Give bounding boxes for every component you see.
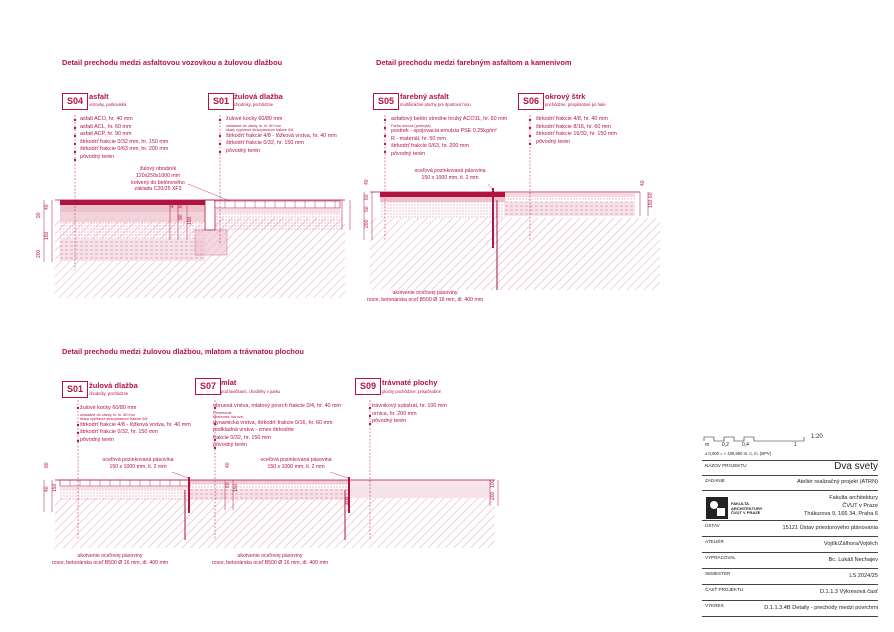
material-sub-s07: pod lavičkami, chodníky v parku	[221, 389, 281, 394]
dimension-label: 50	[364, 206, 370, 212]
material-badge-s01: S01	[208, 93, 234, 110]
scale-label-m: m	[705, 442, 710, 448]
anchor-note-d3b: ukotvenie oceľovej pásoviny roxor, betonárska oceľ B500 Ø 16 mm, dl. 400 mm	[211, 553, 329, 566]
gravel-0-32	[60, 222, 205, 239]
scale-label-02: 0,2	[722, 442, 729, 448]
granite-cobbles	[215, 201, 340, 208]
faculty-logo-mark	[706, 497, 728, 519]
drawing-label: VÝKRES	[705, 603, 724, 608]
color-asphalt	[380, 192, 505, 197]
detail-3-title: Detail prechodu medzi žulovou dlažbou, mlatom a trávnatou plochou	[62, 347, 304, 356]
detail-1-title: Detail prechodu medzi asfaltovou vozovkou a žulovou dlažbou	[62, 58, 283, 67]
dimension-label: 40	[364, 179, 370, 185]
layers-s01: žulové kocky 60/80 mm ukladané do väzby m. hr. 80 mm škáry vyplnené štrkopieskom frakcie 0/8 štrkodrť frakcie 4/8 - lôžková vrstva, hr. 40 mm štrkodrť frakcie 0/32, hr. 150 mm pôvodný terén	[226, 116, 337, 154]
material-sub-s01: chodníky, pochôdzne	[234, 102, 274, 107]
material-name-s05: farebný asfalt	[400, 92, 449, 101]
layers-s07: obrusná vrstva, mlatový povrch frakcie 0/4, hr. 40 mm Penetrovať farebnosť: okrová dynamická vrstva, štrkodrť frakcie 0/16, hr. 60 mm podkladná vrstva - zmes štrkodrte frakcie 0/32, hr. 150 mm pôvodný terén	[213, 403, 341, 449]
gravel-0-63-dash	[60, 239, 205, 261]
material-sub-s05: multifunkčné plochy pre športovú hrou	[400, 102, 471, 107]
drawing-value: D.1.1.3.4B Detaily - prechody medzi povrchmi	[764, 605, 878, 611]
material-sub-s01-d3: chodníky, pochôdzne	[89, 391, 129, 396]
strip-note-d2: oceľová pozinkovaná pásovina 150 x 1000 mm, tl. 2 mm	[414, 168, 486, 181]
bedding-4-8	[215, 208, 340, 213]
material-badge-s01-d3: S01	[62, 381, 88, 398]
scale-ratio: 1:20	[811, 434, 823, 440]
author-value: Bc. Lukáš Nechajev	[828, 557, 878, 563]
curb-note: žulový obrubník 120x250x1000 mm kotvený do betónového základu C20/25 XF3	[131, 166, 185, 193]
scale-label-04: 0,4	[742, 442, 749, 448]
dimension-label: 400	[345, 496, 351, 505]
anchor-note-d3a: ukotvenie oceľovej pásoviny roxor, betonárska oceľ B500 Ø 16 mm, dl. 400 mm	[51, 553, 169, 566]
strip-note-d3b: oceľová pozinkovaná pásovina 150 x 1000 mm, tl. 2 mm	[260, 457, 332, 470]
curb	[205, 200, 215, 230]
dimension-label: 40	[44, 486, 50, 492]
detail-2-title: Detail prechodu medzi farebným asfaltom a kamenivom	[376, 58, 572, 67]
material-sub-s06: pochôdzne, prispôsobné po hale	[545, 102, 606, 107]
curb-foundation	[195, 230, 227, 255]
steel-strip	[492, 188, 494, 248]
dimension-label: 150	[52, 483, 58, 492]
elevation-note: ± 0,000 = + 436,650 m. n. m. (BPV)	[705, 451, 772, 456]
material-name-s06: okrový štrk	[545, 92, 586, 101]
material-name-s07: mlat	[221, 378, 237, 387]
dimension-label: 200	[490, 491, 496, 500]
mlat-surface	[190, 480, 350, 484]
material-name-s01: žulová dlažba	[234, 92, 283, 101]
material-badge-s07: S07	[195, 378, 221, 395]
faculty-address: Fakulta architektury ČVUT v Praze Thákurova 9, 166 34, Praha 6	[803, 495, 878, 517]
material-badge-s05: S05	[373, 93, 399, 110]
faculty-logo-text: FAKULTA ARCHITEKTURY ČVUT V PRAZE	[731, 501, 763, 516]
dimension-label: 150	[187, 216, 193, 225]
assign-label: ZADANIE	[705, 478, 725, 483]
author-label: VYPRACOVAL	[705, 555, 736, 560]
gravel-0-32-b	[215, 213, 340, 230]
atelier-label: ATELIÉR	[705, 539, 724, 544]
scale-label-1: 1	[794, 442, 797, 448]
dimension-label: 90	[36, 212, 42, 218]
ustav-value: 15121 Ústav priestorového plánovania	[782, 525, 878, 531]
anchor-note-d2: ukotvenie oceľovej pásoviny roxor, betonárska oceľ B500 Ø 16 mm, dl. 400 mm	[366, 290, 484, 303]
material-badge-s09: S09	[355, 378, 381, 395]
project-name: Dva svety	[834, 461, 878, 472]
dimension-label: 60	[364, 194, 370, 200]
ocher-gravel	[505, 193, 635, 197]
material-badge-s06: S06	[518, 93, 544, 110]
part-label: ČASŤ PROJEKTU	[705, 587, 744, 592]
assign-value: Ateliér realizačný projekt (ATRN)	[796, 479, 878, 485]
dimension-label: 60	[178, 202, 184, 208]
semester-label: SEMESTER	[705, 571, 731, 576]
layers-s01-d3: žulové kocky 60/80 mm ukladané do väzby m. hr. 80 mm škáry vyplnené štrkopieskom frakcie 0/8 štrkodrť frakcie 4/8 - lôžková vrstva, hr. 40 mm štrkodrť frakcie 0/32, hr. 150 mm pôvodný terén	[80, 405, 191, 443]
layers-s05: asfaltový betón stredne hrubý ACO11, hr. 60 mm Farba okrová (prekrytá) postrek - spojovacia emulzia PSE 0,25kg/m² R - materiál, hr. 50 mm štrkodrť frakcie 0/63, hr. 200 mm pôvodný terén	[391, 116, 508, 157]
dimension-label: 40	[44, 204, 50, 210]
dimension-label: 90	[178, 214, 184, 220]
dimension-label: 150	[233, 483, 239, 492]
ustav-label: ÚSTAV	[705, 523, 720, 528]
dimension-label: 40	[640, 180, 646, 186]
project-label: NÁZOV PROJEKTU	[705, 463, 747, 468]
material-name-s01-d3: žulová dlažba	[89, 381, 138, 390]
layers-s04: asfalt ACO, hr. 40 mm asfalt ACL, hr. 60 mm asfalt ACP, hr. 90 mm štrkodrť frakcie 0/32 mm, hr. 150 mm štrkodrť frakcie 0/63 mm, hr. 200 mm pôvodný terén	[80, 116, 169, 160]
material-name-s04: asfalt	[89, 92, 109, 101]
strip-note-d3a: oceľová pozinkovaná pásovina 150 x 1000 mm, tl. 2 mm	[102, 457, 174, 470]
dimension-label: 200	[36, 249, 42, 258]
dimension-label: 200	[364, 219, 370, 228]
part-value: D.1.1.3 Výkresová časť	[819, 589, 878, 595]
material-sub-s09: plochy pochôdzne, prispôsobné	[382, 389, 441, 394]
dimension-label: 100	[490, 479, 496, 488]
layers-s09: trávnikový substrát, hr. 100 mm ornica, hr. 200 mm pôvodný terén	[372, 403, 447, 425]
dimension-label: 60	[225, 482, 231, 488]
material-sub-s04: vozovky, parkoviská	[89, 102, 127, 107]
semester-value: LS 2024/25	[849, 573, 878, 579]
dimension-label: 40	[225, 462, 231, 468]
dimension-label: 60	[648, 192, 654, 198]
layers-s06: štrkodrť frakcie 4/8, hr. 40 mm štrkodrť frakcie 8/16, hr. 60 mm štrkodrť frakcie 16/32, hr. 150 mm pôvodný terén	[536, 116, 617, 145]
lawn-substrate	[350, 480, 490, 486]
dimension-label: 80	[44, 462, 50, 468]
dimension-label: 150	[648, 199, 654, 208]
material-name-s09: trávnaté plochy	[382, 378, 438, 387]
scale-bar	[704, 437, 804, 441]
material-badge-s04: S04	[62, 93, 88, 110]
dimension-label: 150	[44, 231, 50, 240]
dimension-label: 40	[170, 202, 176, 208]
atelier-value: Vojtík/Zálhora/Vojtěch	[823, 541, 878, 547]
